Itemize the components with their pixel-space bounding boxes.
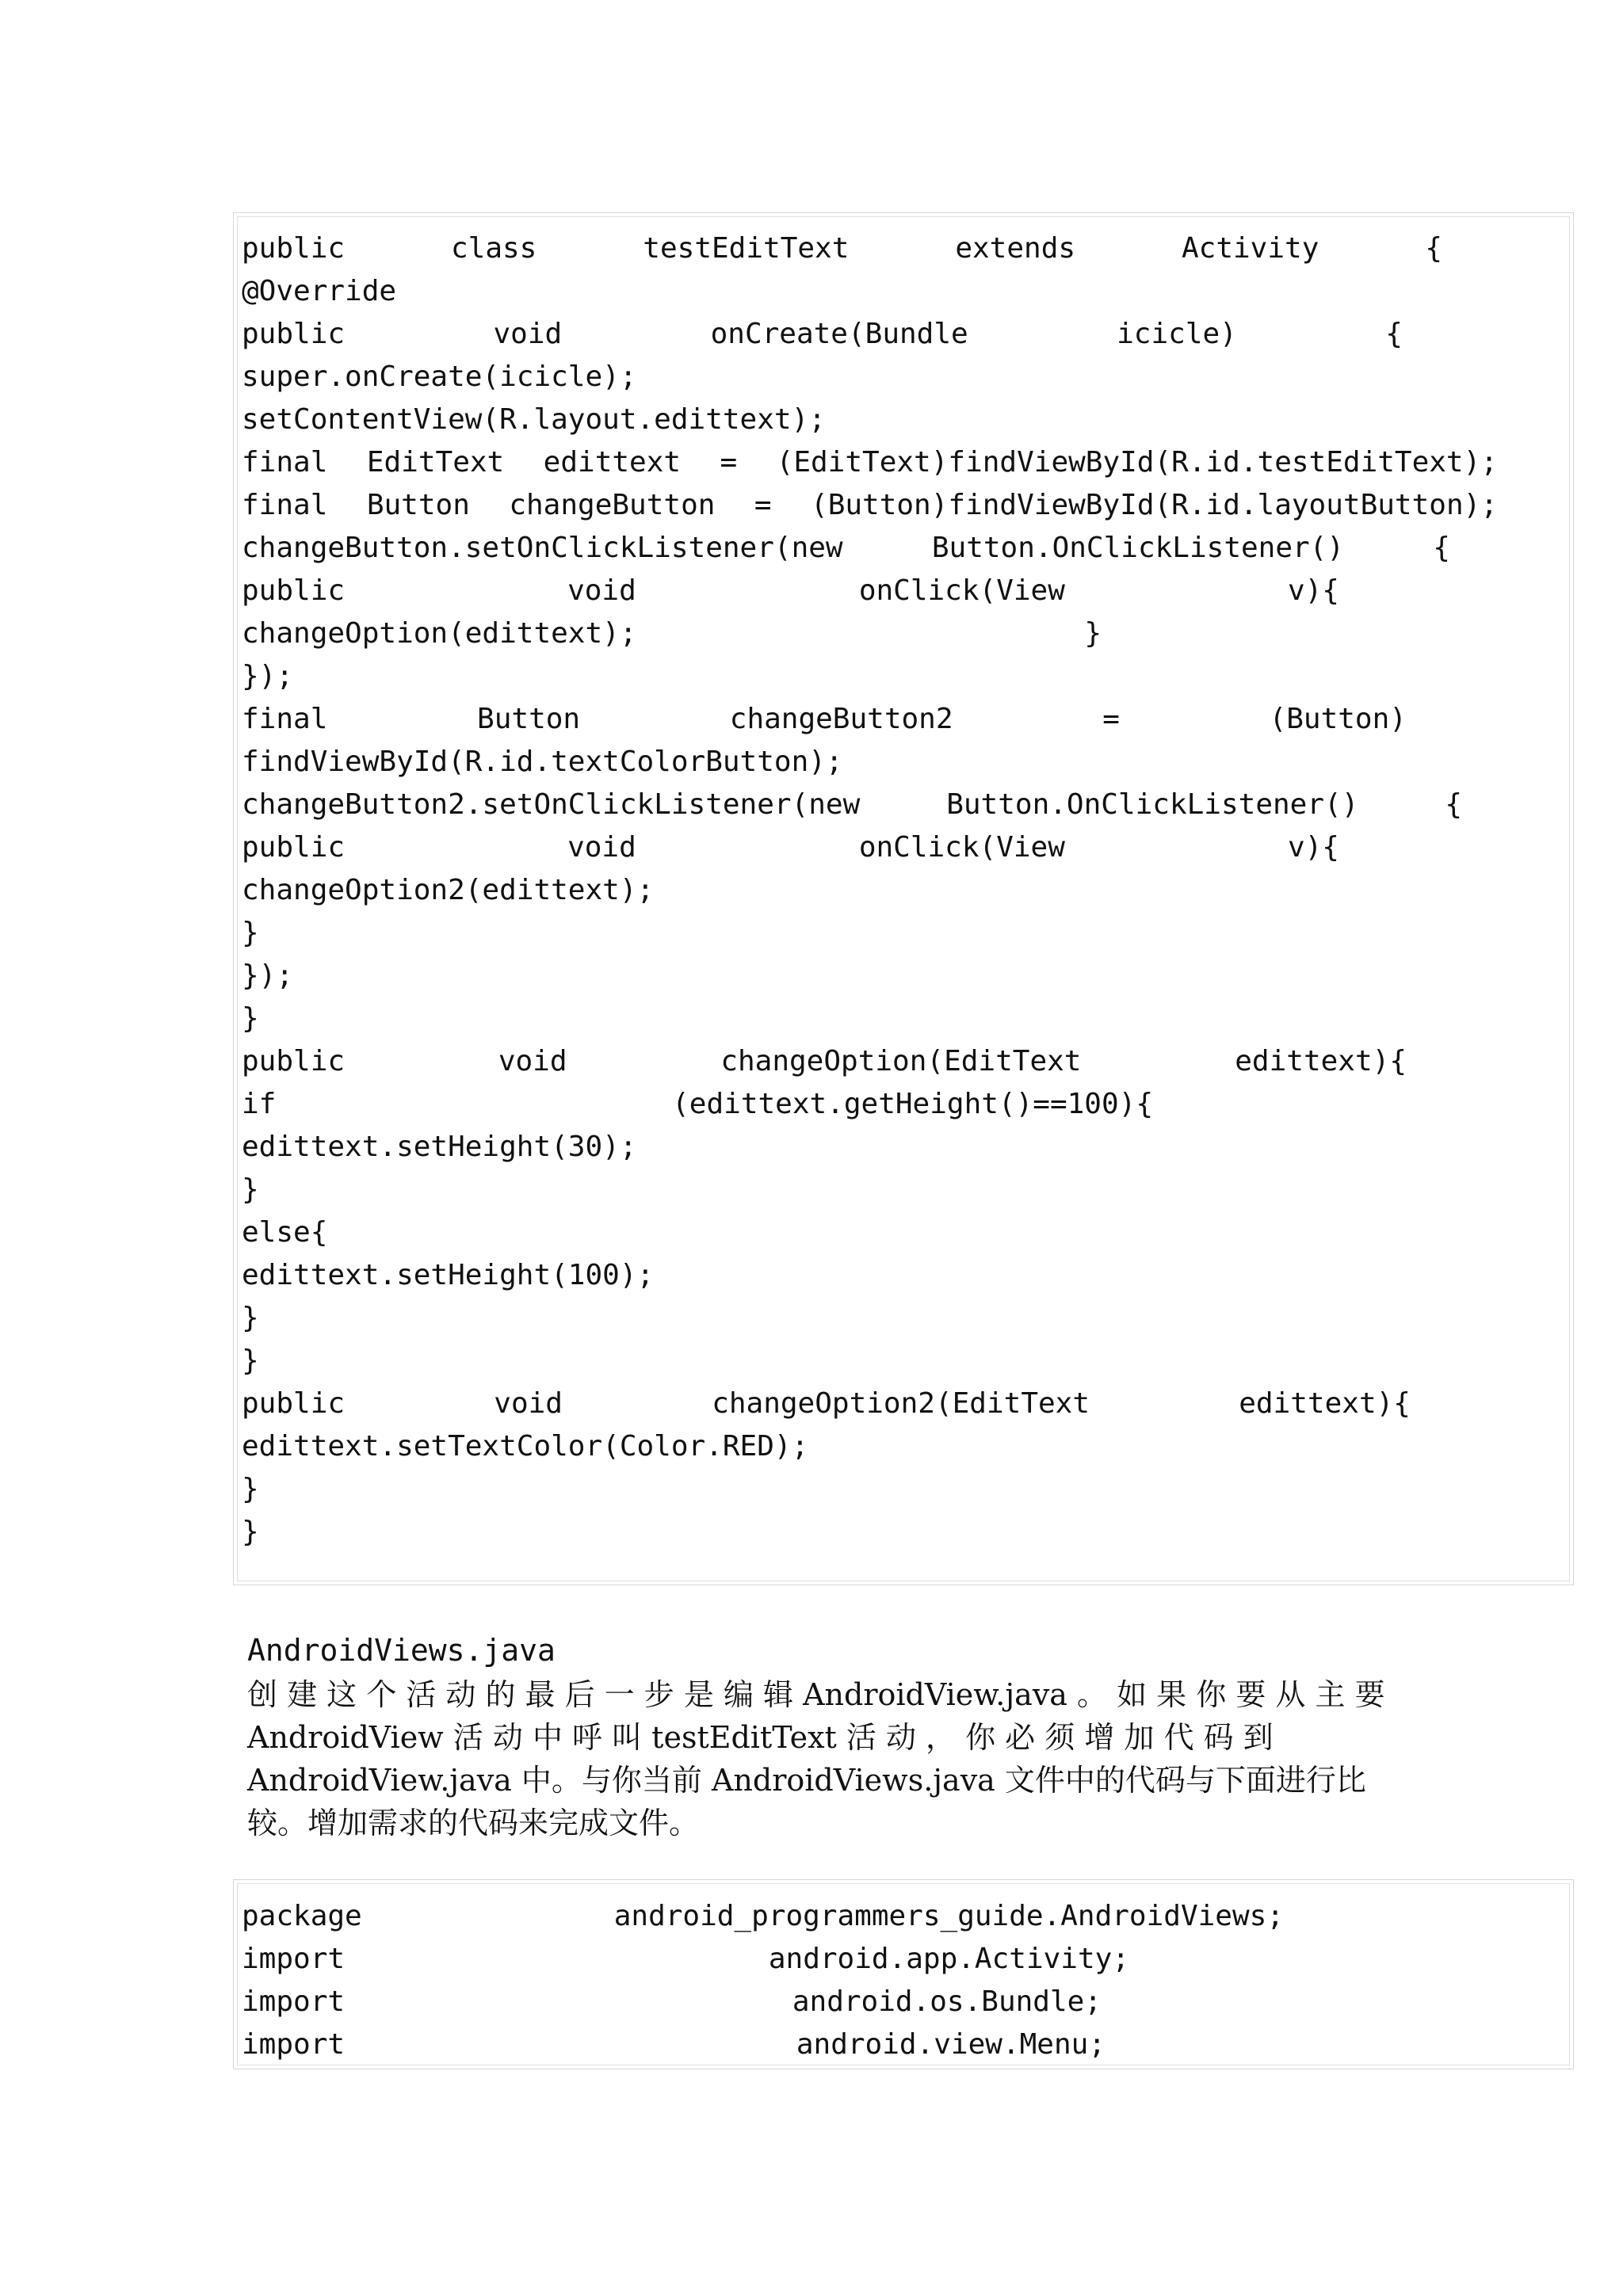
code-token: android.os.Bundle; <box>792 1985 1102 2018</box>
code-token: } <box>242 1173 259 1206</box>
code-line <box>242 1383 1411 1425</box>
paragraph-line <box>247 1716 1388 1759</box>
code-token: final <box>242 489 328 521</box>
paragraph-line-text: AndroidView 活 动 中 呼 叫 testEditText 活 动 ， 你 必 须 增 加 代 码 到 <box>247 1720 1274 1755</box>
code-token: (Button) <box>1269 703 1407 735</box>
code-token: findViewById(R.id.textColorButton); <box>242 746 843 778</box>
code-line <box>242 441 1498 484</box>
code-line <box>242 313 1403 356</box>
code-line <box>242 1468 1623 1511</box>
code-line <box>242 741 1623 784</box>
code-token: android.app.Activity; <box>768 1943 1129 1975</box>
code-token: Button <box>477 703 581 735</box>
code-token: v){ <box>1287 831 1339 864</box>
code-token: } <box>242 1473 259 1505</box>
code-line <box>242 227 1442 270</box>
code-token: import <box>242 2028 346 2061</box>
code-token: }); <box>242 959 294 992</box>
code-line <box>242 570 1339 612</box>
code-token: } <box>242 1002 259 1035</box>
code-token: (EditText)findViewById(R.id.testEditText); <box>776 446 1498 479</box>
code-line <box>242 270 1623 313</box>
code-token: setContentView(R.layout.edittext); <box>242 403 826 436</box>
code-token: else{ <box>242 1216 328 1249</box>
code-token: public <box>242 1045 346 1077</box>
code-token: edittext.setTextColor(Color.RED); <box>242 1430 809 1463</box>
code-token: { <box>1425 232 1442 265</box>
code-token: package <box>242 1900 362 1932</box>
code-line <box>242 484 1498 527</box>
code-token: onClick(View <box>858 574 1065 607</box>
code-token: (Button)findViewById(R.id.layoutButton); <box>811 489 1498 521</box>
code-token: { <box>1433 532 1450 564</box>
code-token: android_programmers_guide.AndroidViews; <box>613 1900 1284 1932</box>
code-token: void <box>567 831 636 864</box>
code-token: } <box>242 1516 259 1548</box>
code-line <box>242 612 1102 655</box>
code-token: = <box>1102 703 1120 735</box>
code-token: onCreate(Bundle <box>710 318 968 350</box>
code-line <box>242 1981 1102 2023</box>
code-token: public <box>242 574 346 607</box>
code-token: changeButton <box>509 489 716 521</box>
code-token: icicle) <box>1117 318 1237 350</box>
code-line <box>242 1126 1623 1169</box>
code-line <box>242 1169 1623 1211</box>
code-line <box>242 1254 1623 1297</box>
code-token: edittext){ <box>1239 1387 1411 1420</box>
code-line <box>242 1511 1623 1554</box>
code-line <box>242 1083 1153 1126</box>
code-token: @Override <box>242 275 397 307</box>
code-token: EditText <box>366 446 505 479</box>
code-token: changeButton2 <box>729 703 953 735</box>
code-token: Button <box>366 489 470 521</box>
code-token: changeButton.setOnClickListener(new <box>242 532 843 564</box>
code-line <box>242 784 1462 826</box>
code-token: public <box>242 232 346 265</box>
code-line <box>242 356 1623 399</box>
code-token: Button.OnClickListener() <box>931 532 1345 564</box>
code-token: } <box>1084 617 1102 650</box>
code-token: = <box>720 446 738 479</box>
code-token: changeOption2(EditText <box>712 1387 1090 1420</box>
code-line <box>242 1340 1623 1383</box>
paragraph-line <box>247 1802 1388 1844</box>
code-token: changeOption2(edittext); <box>242 874 655 906</box>
code-token: void <box>494 1387 563 1420</box>
code-line <box>242 1938 1129 1981</box>
code-token: final <box>242 446 328 479</box>
paragraph-line-text: AndroidView.java 中。与你当前 AndroidViews.java 文件中的代码与下面进行比 <box>247 1763 1366 1798</box>
code-line <box>242 2023 1106 2066</box>
code-line <box>242 1895 1284 1938</box>
code-line <box>242 698 1407 741</box>
code-line <box>242 912 1623 955</box>
code-token: void <box>493 318 563 350</box>
code-token: android.view.Menu; <box>796 2028 1106 2061</box>
code-line <box>242 955 1623 997</box>
code-line <box>242 1425 1623 1468</box>
code-token: edittext <box>543 446 682 479</box>
section-heading: AndroidViews.java <box>247 1633 556 1668</box>
code-token: edittext.setHeight(30); <box>242 1131 637 1163</box>
code-line <box>242 869 1623 912</box>
code-line <box>242 1297 1623 1340</box>
code-token: v){ <box>1287 574 1339 607</box>
code-token: Activity <box>1181 232 1319 265</box>
code-token: { <box>1445 788 1462 821</box>
paragraph-line-text: 创 建 这 个 活 动 的 最 后 一 步 是 编 辑 AndroidView.java 。 如 果 你 要 从 主 要 <box>247 1677 1385 1712</box>
code-token: { <box>1385 318 1403 350</box>
code-token: edittext.setHeight(100); <box>242 1259 655 1291</box>
code-token: void <box>567 574 636 607</box>
code-token: super.onCreate(icicle); <box>242 360 637 393</box>
code-line <box>242 826 1339 869</box>
code-token: } <box>242 1344 259 1377</box>
code-token: extends <box>955 232 1076 265</box>
paragraph-line <box>247 1673 1388 1716</box>
code-token: public <box>242 318 346 350</box>
code-token: testEditText <box>643 232 850 265</box>
code-token: void <box>498 1045 567 1077</box>
code-line <box>242 1211 1623 1254</box>
paragraph-line <box>247 1759 1388 1802</box>
code-token: } <box>242 1302 259 1334</box>
code-line <box>242 655 1623 698</box>
code-token: edittext){ <box>1235 1045 1407 1077</box>
section-paragraph <box>247 1673 1388 1844</box>
code-token: }); <box>242 660 294 692</box>
code-token: class <box>450 232 537 265</box>
code-token: final <box>242 703 328 735</box>
code-token: (edittext.getHeight()==100){ <box>672 1088 1153 1120</box>
code-line <box>242 997 1623 1040</box>
code-token: = <box>754 489 772 521</box>
code-token: changeOption(edittext); <box>242 617 637 650</box>
code-token: Button.OnClickListener() <box>946 788 1359 821</box>
code-line <box>242 1040 1407 1083</box>
code-token: public <box>242 831 346 864</box>
code-line <box>242 527 1450 570</box>
code-token: changeOption(EditText <box>720 1045 1082 1077</box>
code-token: import <box>242 1943 346 1975</box>
code-token: public <box>242 1387 346 1420</box>
code-token: onClick(View <box>858 831 1065 864</box>
code-token: changeButton2.setOnClickListener(new <box>242 788 861 821</box>
code-line <box>242 399 1623 441</box>
code-token: } <box>242 917 259 949</box>
code-token: if <box>242 1088 277 1120</box>
paragraph-line-text: 较。增加需求的代码来完成文件。 <box>247 1806 700 1840</box>
code-token: import <box>242 1985 346 2018</box>
